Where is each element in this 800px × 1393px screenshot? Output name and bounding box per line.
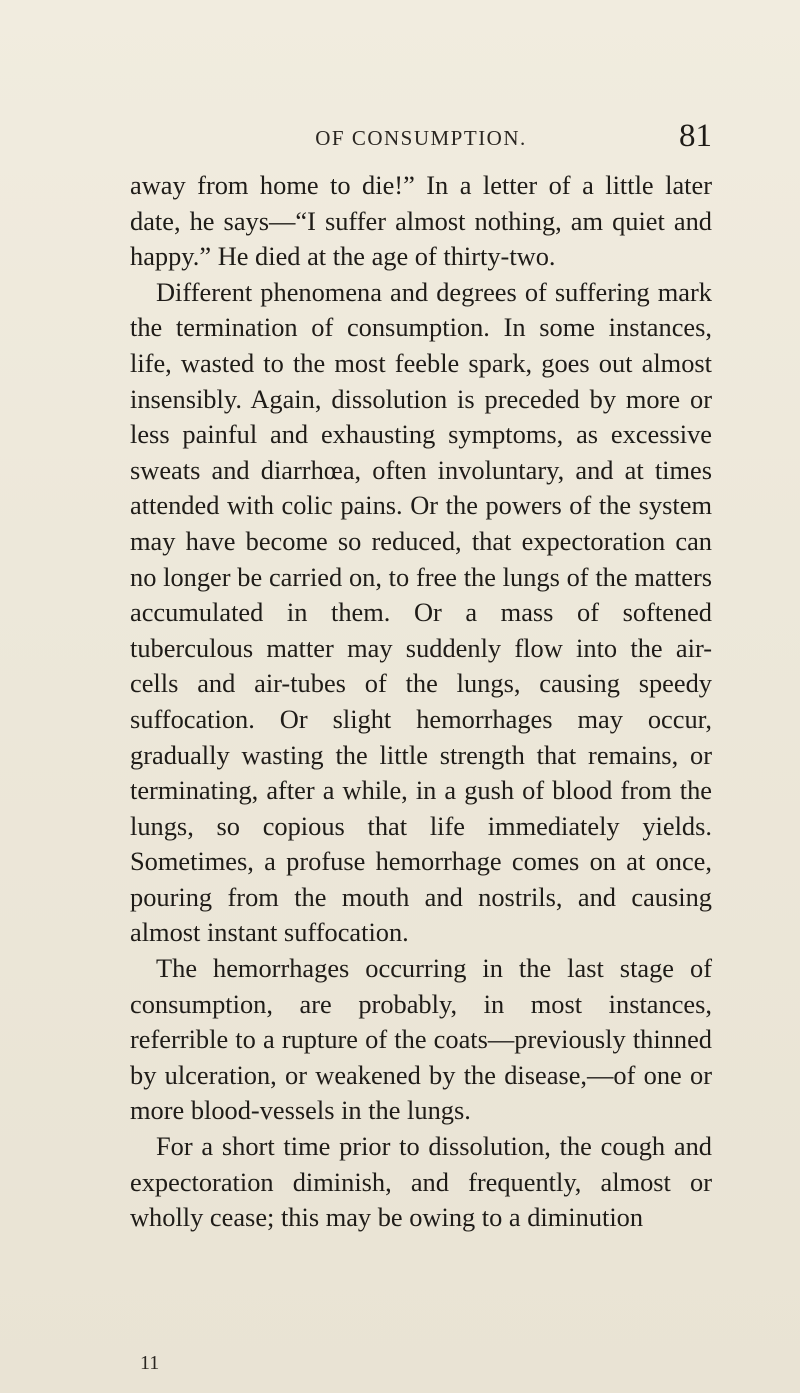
- body-text: [130, 168, 712, 1236]
- paragraph-dissolution: For a short time prior to dissolution, the cough and expectoration diminish, and frequently, almost or wholly cease; this may be owing to a diminution: [130, 1131, 712, 1233]
- page-header: [130, 118, 712, 158]
- paragraph-hemorrhages: The hemorrhages occurring in the last stage of consumption, are probably, in most instances, referrible to a rupture of the coats—previously thinned by ulceration, or weakened by the disease,—of one or more blood-vessels in the lungs.: [130, 953, 712, 1126]
- paragraph-phenomena: Different phenomena and degrees of suffering mark the termination of consumption. In some instances, life, wasted to the most feeble spark, goes out almost insensibly. Again, dissolution is preceded by more or less painful and exhausting symptoms, as excessive sweats and diarrhœa, often involuntary, and at times attended with colic pains. Or the powers of the system may have become so reduced, that expectoration can no longer be carried on, to free the lungs of the matters accumulated in them. Or a mass of softened tuberculous matter may suddenly flow into the air-cells and air-tubes of the lungs, causing speedy suffocation. Or slight hemorrhages may occur, gradually wasting the little strength that remains, or terminating, after a while, in a gush of blood from the lungs, so copious that life immediately yields. Sometimes, a profuse hemorrhage comes on at once, pouring from the mouth and nostrils, and causing almost instant suffocation.: [130, 276, 712, 948]
- signature-mark: 11: [140, 1352, 160, 1374]
- paragraph-continuation: away from home to die!” In a letter of a little later date, he says—“I suffer almost nothing, am quiet and happy.” He died at the age of thirty-two.: [130, 170, 712, 272]
- page-number: 81: [679, 118, 712, 154]
- running-head: OF CONSUMPTION.: [315, 126, 527, 150]
